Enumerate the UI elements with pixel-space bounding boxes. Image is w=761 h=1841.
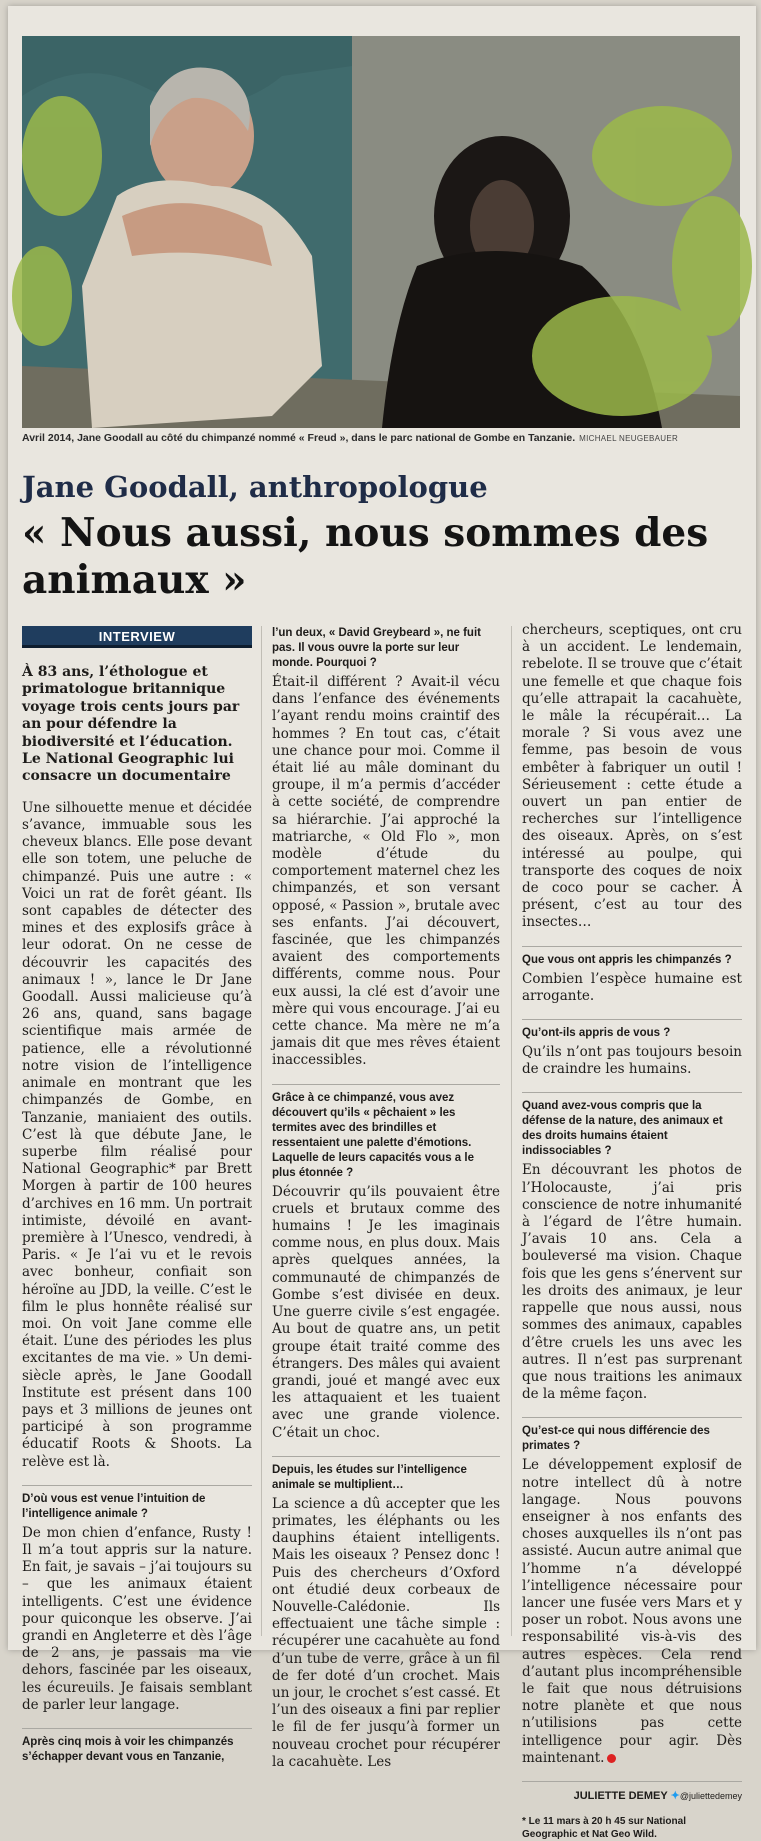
photo-caption bbox=[22, 432, 740, 444]
question: Qu’ont-ils appris de vous ? bbox=[522, 1019, 742, 1041]
answer: Était-il différent ? Avait-il vécu dans l’enfance des événements l’ayant rendu moins craintif des hommes ? En tout cas, c’était une chance pour moi. Comme il était lié au mâle dominant du groupe, il m’a permis d’accéder à cette société, de comprendre sa hiérarchie. J’ai approché la matriarche, « Old Flo », mon modèle d’étude du comportement maternel chez les chimpanzés, et son versant opposé, « Passion », brutale avec ses enfants. J’ai découvert, fascinée, que les chimpanzés avaient des comportements différents, comme nous. Pour eux aussi, la clé est d’avoir une mère qui vous encourage. J’ai eu cette chance. Ma mère ne m’a jamais dit que mes rêves étaient inaccessibles. bbox=[272, 674, 500, 1069]
caption-text: Avril 2014, Jane Goodall au côté du chimpanzé nommé « Freud », dans le parc national de Gombe en Tanzanie. bbox=[22, 432, 576, 444]
article-photo bbox=[22, 36, 740, 428]
question-continued: l’un deux, « David Greybeard », ne fuit pas. Il vous ouvre la porte sur leur monde. Pourquoi ? bbox=[272, 627, 481, 669]
column-2 bbox=[272, 626, 500, 1771]
answer: Découvrir qu’ils pouvaient être cruels et brutaux comme des humains ! Je les imaginais comme nous, en plus doux. Mais après quelques années, la communauté de chimpanzés de Gombe s’est divisée en deux. Une guerre civile s’est engagée. Au bout de quatre ans, un petit groupe était traité comme des étrangers. Des mâles qui avaient grandi, joué et mangé avec eux les attaquaient et les tuaient avec une grande violence. C’était un choc. bbox=[272, 1183, 500, 1441]
question: Que vous ont appris les chimpanzés ? bbox=[522, 946, 742, 968]
question: D’où vous est venue l’intuition de l’intelligence animale ? bbox=[22, 1485, 252, 1522]
author-twitter-handle: @juliettedemey bbox=[679, 1790, 742, 1801]
intro-paragraph: Une silhouette menue et décidée s’avance, immuable sous les cheveux blancs. Elle pose devant elle son totem, une peluche de chimpanzé. Puis une autre : « Voici un rat de forêt géant. Ils sont capables de détecter des mines et des explosifs grâce à leur odorat. On ne cesse de découvrir les capacités des animaux ! », lance le Dr Jane Goodall. Aussi malicieuse qu’à 26 ans, quand, sans bagage scientifique mais armée de patience, elle a révolutionné notre vision de l’intelligence animale en montrant que les chimpanzés de Gombe, en Tanzanie, maniaient des outils. C’est là que débute Jane, le superbe film réalisé pour National Geographic* par Brett Morgen à partir de 100 heures d’archives en 16 mm. Un portrait intimiste, dévoilé en avant-première à l’Unesco, vendredi, à Paris. « Je l’ai vu et le revois avec bonheur, confiait son héroïne au JDD, la veille. C’est le film le plus honnête réalisé sur moi. On voit Jane comme elle était. L’une des périodes les plus excitantes de ma vie. » Un demi-siècle après, le Jane Goodall Institute est présent dans 100 pays et 3 millions de jeunes ont participé à son programme éducatif Roots & Shoots. La relève est là. bbox=[22, 799, 252, 1470]
author-signature bbox=[522, 1781, 742, 1805]
answer-continued: chercheurs, sceptiques, ont cru à un accident. Le lendemain, rebelote. Il se trouve que c’était une femelle et que chaque fois qu’elle attrapait la cacahuète, le mâle la récupérait… La morale ? Si vous avez une femme, pas besoin de vous embêter à fabriquer un outil ! Sérieusement : cette étude a ouvert un pan entier de recherches sur l’intelligence des oiseaux. Après, on s’est intéressé au poulpe, qui transporte des coques de noix de coco pour se cacher. À présent, c’est au tour des insectes… bbox=[522, 622, 742, 931]
question: Qu’est-ce qui nous différencie des primates ? bbox=[522, 1417, 742, 1454]
answer: En découvrant les photos de l’Holocauste, j’ai pris conscience de notre inhumanité à l’égard de l’être humain. J’avais 10 ans. Cela a bouleversé ma vision. Chaque fois que les gens s’énervent sur les droits des animaux, je leur rappelle que nous aussi, nous sommes des animaux, capables d’être cruels les uns avec les autres. Il n’est pas surprenant que nous traitions les animaux de la même façon. bbox=[522, 1162, 742, 1403]
question: Depuis, les études sur l’intelligence animale se multiplient… bbox=[272, 1456, 500, 1493]
answer: Combien l’espèce humaine est arrogante. bbox=[522, 970, 742, 1004]
answer: Qu’ils n’ont pas toujours besoin de craindre les humains. bbox=[522, 1044, 742, 1078]
twitter-bird-icon: ✦ bbox=[670, 1789, 680, 1802]
column-divider bbox=[261, 626, 262, 1636]
answer: De mon chien d’enfance, Rusty ! Il m’a tout appris sur la nature. En fait, je savais – j’ai toujours su – que les animaux étaient intelligents. C’est une évidence pour quiconque les observe. J’ai grandi en Angleterre et dès l’âge de 2 ans, je passais ma vie dehors, fascinée par les oiseaux, les écureuils. Je faisais semblant de parler leur langage. bbox=[22, 1524, 252, 1713]
article-kicker: Jane Goodall, anthropologue bbox=[22, 470, 488, 504]
answer: La science a dû accepter que les primates, les éléphants ou les dauphins étaient intelligents. Mais les oiseaux ? Pensez donc ! Puis des chercheurs d’Oxford ont étudié deux corbeaux de Nouvelle-Calédonie. Ils effectuaient une tâche simple : récupérer une cacahuète au fond d’un tube de verre, grâce à un fil de fer doté d’un crochet. Mais un jour, le crochet s’est cassé. Et l’un des oiseaux a fini par replier le fil de fer jusqu’à former un nouveau crochet pour récupérer la cacahuète. Les bbox=[272, 1495, 500, 1770]
column-divider bbox=[511, 626, 512, 1636]
column-1 bbox=[22, 626, 252, 1768]
answer bbox=[522, 1457, 742, 1767]
end-dot-icon bbox=[607, 1754, 616, 1763]
question: Après cinq mois à voir les chimpanzés s’échapper devant vous en Tanzanie, bbox=[22, 1728, 252, 1765]
column-3 bbox=[522, 622, 742, 1841]
question: Quand avez-vous compris que la défense de la nature, des animaux et des droits humains étaient indissociables ? bbox=[522, 1092, 742, 1159]
author-name: JULIETTE DEMEY bbox=[573, 1789, 668, 1802]
question: Grâce à ce chimpanzé, vous avez découvert qu’ils « pêchaient » les termites avec des brindilles et ressentaient une palette d’émotions. Laquelle de leurs capacités vous a le plus étonnée ? bbox=[272, 1084, 500, 1181]
broadcast-footnote: * Le 11 mars à 20 h 45 sur National Geographic et Nat Geo Wild. bbox=[522, 1816, 686, 1841]
photo-credit: MICHAEL NEUGEBAUER bbox=[579, 434, 679, 443]
answer-text: Le développement explosif de notre intellect dû à notre langage. Nous pouvons enseigner à nos enfants des choses auxquelles ils n’ont pas assisté. Aucun autre animal que l’homme n’a développé l’intelligence nécessaire pour lancer une fusée vers Mars et y poser un robot. Nous avons une responsabilité vis-à-vis des autres espèces. Cela rend d’autant plus incompréhensible le fait que nous détruisions notre planète et que nous n’utilisions pas cette intelligence pour agir. Dès maintenant. bbox=[522, 1457, 742, 1766]
article-standfirst: À 83 ans, l’éthologue et primatologue britannique voyage trois cents jours par an pour défendre la biodiversité et l’éducation. Le National Geographic lui consacre un documentaire bbox=[22, 664, 240, 785]
photo-illustration bbox=[22, 36, 740, 428]
interview-badge: INTERVIEW bbox=[22, 626, 252, 648]
article-headline: « Nous aussi, nous sommes des animaux » bbox=[22, 510, 709, 603]
